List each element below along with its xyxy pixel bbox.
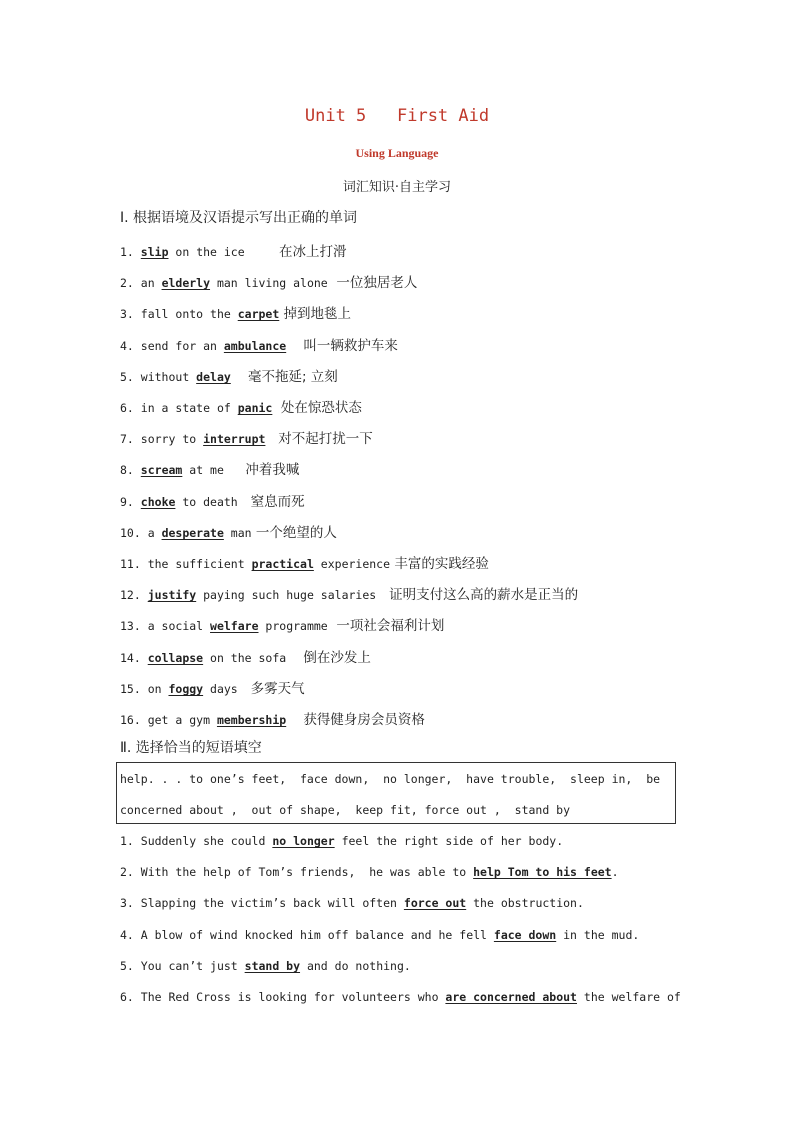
vocab-item: 11. the sufficient practical experience 丰富的实践经验: [120, 556, 489, 572]
answer: no longer: [272, 834, 335, 848]
sentence-item: 5. You can’t just stand by and do nothing.: [120, 959, 411, 973]
vocab-item: 13. a social welfare programme 一项社会福利计划: [120, 618, 445, 634]
sentence-item: 4. A blow of wind knocked him off balance and he fell face down in the mud.: [120, 928, 640, 942]
answer: force out: [403, 896, 467, 910]
sentence-item: 2. With the help of Tom’s friends, he was able to help Tom to his feet.: [120, 865, 619, 879]
vocab-item: 12. justify paying such huge salaries 证明支付这么高的薪水是正当的: [120, 587, 579, 603]
vocab-item: 5. without delay 毫不拖延; 立刻: [120, 369, 338, 385]
answer: carpet: [237, 307, 280, 321]
answer: elderly: [161, 276, 211, 290]
vocab-item: 10. a desperate man 一个绝望的人: [120, 525, 337, 541]
phrase-list-line: concerned about , out of shape, keep fit, force out , stand by: [120, 803, 571, 817]
vocab-item: 7. sorry to interrupt 对不起打扰一下: [120, 431, 373, 447]
answer: desperate: [161, 526, 224, 540]
answer: welfare: [210, 619, 259, 633]
answer: slip: [140, 245, 169, 259]
vocab-item: 1. slip on the ice 在冰上打滑: [120, 244, 347, 260]
vocab-item: 14. collapse on the sofa 倒在沙发上: [120, 650, 371, 666]
answer: delay: [196, 370, 231, 384]
answer: choke: [140, 495, 176, 509]
answer: foggy: [168, 682, 204, 696]
answer: ambulance: [223, 339, 287, 353]
sentence-item: 6. The Red Cross is looking for volunteers who are concerned about the welfare of: [120, 990, 681, 1004]
answer: are concerned about: [445, 990, 577, 1004]
page-subtitle: Using Language: [355, 146, 439, 160]
section-title: 词汇知识·自主学习: [342, 180, 452, 195]
phrase-box: [116, 762, 676, 824]
vocab-item: 16. get a gym membership 获得健身房会员资格: [120, 712, 425, 728]
vocab-item: 6. in a state of panic 处在惊恐状态: [120, 400, 362, 416]
answer: scream: [140, 463, 183, 477]
vocab-item: 15. on foggy days 多雾天气: [120, 681, 305, 697]
part2-heading: Ⅱ. 选择恰当的短语填空: [120, 740, 262, 756]
vocab-item: 8. scream at me 冲着我喊: [120, 462, 300, 478]
vocab-item: 9. choke to death 窒息而死: [120, 494, 305, 510]
page-title: Unit 5 First Aid: [304, 106, 490, 126]
answer: interrupt: [203, 432, 266, 446]
sentence-item: 1. Suddenly she could no longer feel the right side of her body.: [120, 834, 564, 848]
answer: stand by: [244, 959, 301, 973]
answer: help Tom to his feet: [473, 865, 612, 879]
vocab-item: 3. fall onto the carpet 掉到地毯上: [120, 306, 352, 322]
sentence-item: 3. Slapping the victim’s back will often force out the obstruction.: [120, 896, 584, 910]
answer: face down: [493, 928, 557, 942]
answer: practical: [251, 557, 314, 571]
phrase-list-line: help. . . to one’s feet, face down, no longer, have trouble, sleep in, be: [120, 772, 661, 786]
vocab-item: 2. an elderly man living alone 一位独居老人: [120, 275, 418, 291]
answer: panic: [237, 401, 273, 415]
part1-heading: Ⅰ. 根据语境及汉语提示写出正确的单词: [120, 210, 358, 226]
vocab-item: 4. send for an ambulance 叫一辆救护车来: [120, 338, 398, 354]
answer: collapse: [147, 651, 204, 665]
answer: membership: [216, 713, 287, 727]
answer: justify: [147, 588, 197, 602]
